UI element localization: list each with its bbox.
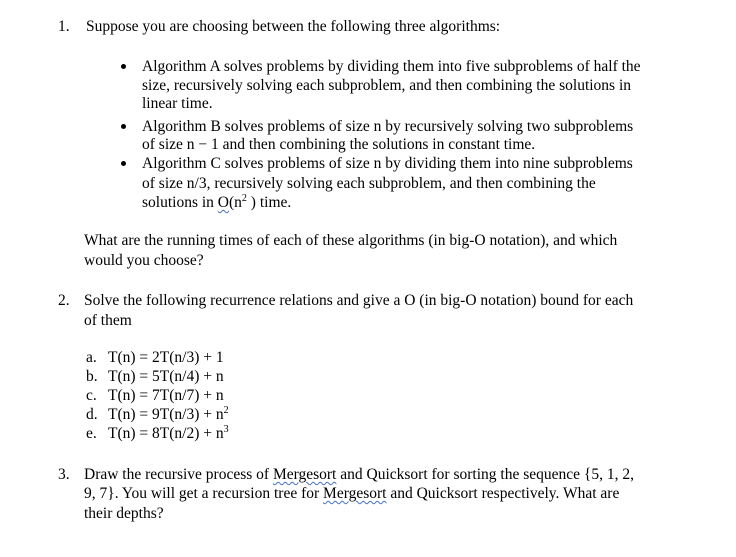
recurrence-item: $T(n) = 9T(n/3) + n^2$ [108, 404, 229, 423]
recurrence-label: a. [86, 349, 97, 366]
q1-c-line1: Algorithm C solves problems of size n by dividing them into nine subproblems [142, 155, 633, 172]
q3-line1: Draw the recursive process of Mergesort and Quicksort for sorting the sequence {5, 1, 2, [84, 466, 634, 483]
q2-intro-line1: Solve the following recurrence relations and give a O (in big-O notation) bound for each [84, 292, 634, 309]
bullet-icon [121, 64, 126, 69]
bullet-icon [121, 124, 126, 129]
q2-intro-line2: of them [84, 312, 132, 329]
q1-c-line2: of size n/3, recursively solving each subproblem, and then combining the [142, 175, 596, 192]
q1-a-line1: Algorithm A solves problems by dividing them into five subproblems of half the [142, 58, 641, 75]
q1-c-line3: solutions in $O(n^2$ ) time. [142, 192, 292, 211]
recurrence-label: c. [86, 387, 97, 404]
q1-number: 1. [58, 18, 70, 35]
recurrence-item: T(n) = 7T(n/7) + n [108, 387, 224, 404]
q1-intro: Suppose you are choosing between the following three algorithms: [86, 18, 501, 35]
q2-number: 2. [58, 292, 70, 309]
recurrence-label: e. [86, 425, 97, 442]
q1-a-line3: linear time. [142, 95, 213, 112]
q3-line2: 9, 7}. You will get a recursion tree for Mergesort and Quicksort respectively. What are [84, 485, 620, 502]
recurrence-label: b. [86, 368, 98, 385]
bullet-icon [121, 161, 126, 166]
recurrence-item: T(n) = 2T(n/3) + 1 [108, 349, 224, 366]
q1-question-line2: would you choose? [84, 252, 204, 269]
q3-number: 3. [58, 466, 70, 483]
q1-b-line2: of size n − 1 and then combining the solutions in constant time. [142, 136, 536, 153]
recurrence-label: d. [86, 406, 98, 423]
recurrence-item: T(n) = 5T(n/4) + n [108, 368, 224, 385]
q1-b-line1: Algorithm B solves problems of size n by recursively solving two subproblems [142, 118, 634, 135]
q1-a-line2: size, recursively solving each subproblem, and then combining the solutions in [142, 77, 632, 94]
recurrence-item: $T(n) = 8T(n/2) + n^3$ [108, 423, 229, 442]
q1-question-line1: What are the running times of each of these algorithms (in big-O notation), and which [84, 232, 618, 249]
q3-line3: their depths? [84, 505, 164, 522]
